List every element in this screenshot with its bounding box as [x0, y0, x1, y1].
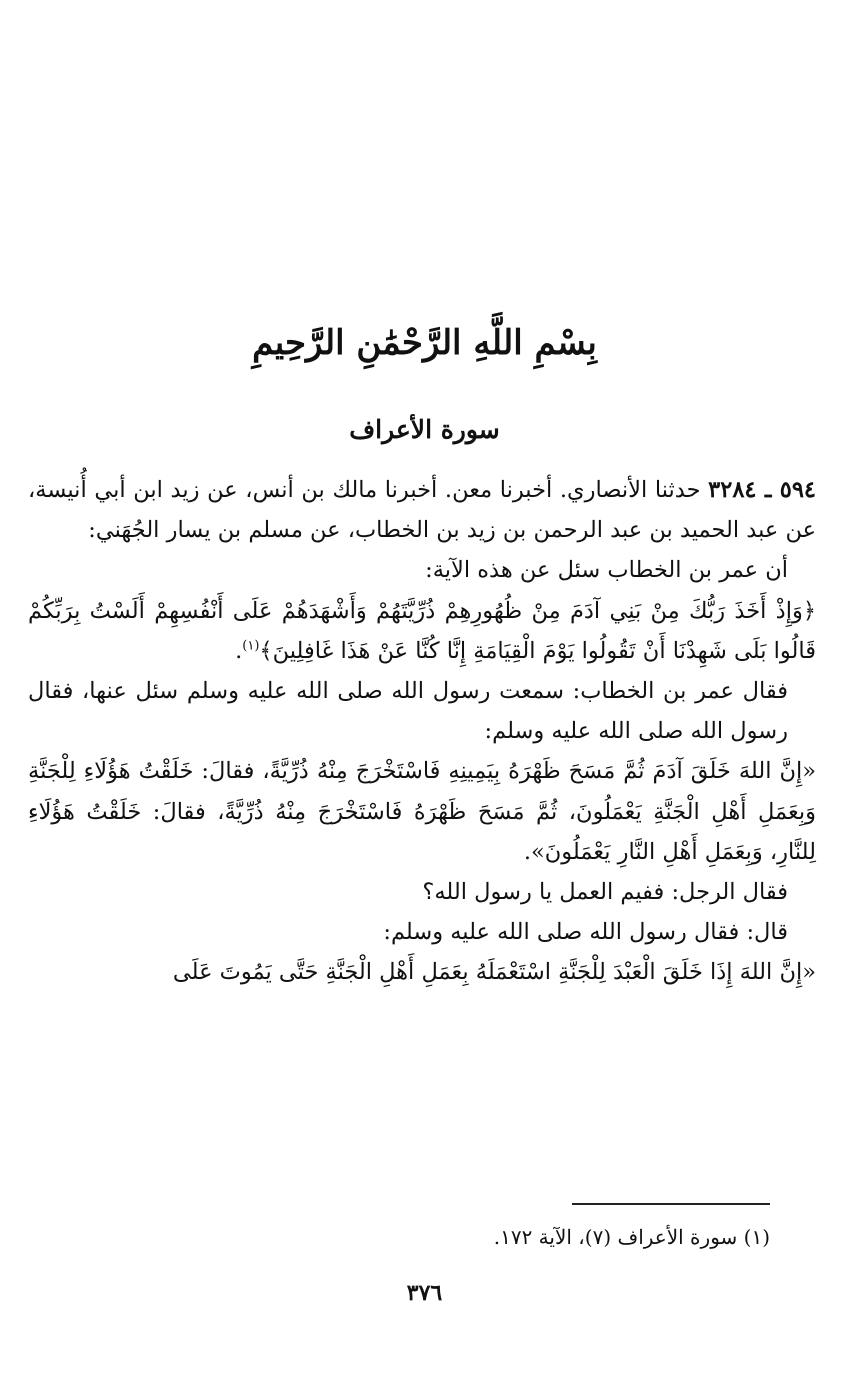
verse-paragraph	[28, 591, 816, 671]
prophet-quote-2: «إِنَّ اللهَ إِذَا خَلَقَ الْعَبْدَ لِلْجَنَّةِ اسْتَعْمَلَهُ بِعَمَلِ أَهْلِ الْجَنَّةِ حَتَّى يَمُوتَ عَلَى	[172, 959, 816, 986]
man-question: فقال الرجل: ففيم العمل يا رسول الله؟	[422, 879, 788, 906]
footnote: (١) سورة الأعراف (٧)، الآية ١٧٢.	[493, 1225, 770, 1249]
surah-title: سورة الأعراف	[349, 415, 500, 444]
hadith-body	[28, 470, 816, 993]
footnote-separator	[572, 1203, 770, 1205]
isnad-paragraph	[28, 470, 816, 550]
page-number: ٣٧٦	[406, 1280, 443, 1306]
footnote-marker: (١)	[242, 638, 260, 654]
hadith-number: ٥٩٤ ـ ٣٢٨٤	[708, 477, 817, 503]
basmala-heading: بِسْمِ اللَّهِ الرَّحْمَٰنِ الرَّحِيمِ	[252, 323, 597, 363]
he-said: قال: فقال رسول الله صلى الله عليه وسلم:	[383, 919, 788, 946]
verse-end: .	[235, 637, 243, 664]
isnad-text: حدثنا الأنصاري. أخبرنا معن. أخبرنا مالك بن أنس، عن زيد ابن أبي أُنيسة، عن عبد الحميد بن عبد الرحمن بن زيد بن الخطاب، عن مسلم بن يسار الجُهَني:	[28, 477, 816, 544]
umar-paragraph: فقال عمر بن الخطاب: سمعت رسول الله صلى الله عليه وسلم سئل عنها، فقال رسول الله صلى الله عليه وسلم:	[28, 678, 788, 745]
prophet-quote-1: «إِنَّ اللهَ خَلَقَ آدَمَ ثُمَّ مَسَحَ ظَهْرَهُ بِيَمِينِهِ فَاسْتَخْرَجَ مِنْهُ ذُرِّيَّةً، فقالَ: خَلَقْتُ هَؤُلَاءِ لِلْجَنَّةِ وَبِعَمَلِ أَهْلِ الْجَنَّةِ يَعْمَلُونَ، ثُمَّ مَسَحَ ظَهْرَهُ فَاسْتَخْرَجَ مِنْهُ ذُرِّيَّةً، فقالَ: خَلَقْتُ هَؤُلَاءِ لِلنَّارِ، وَبِعَمَلِ أَهْلِ النَّارِ يَعْمَلُونَ».	[28, 758, 816, 865]
intro-paragraph: أن عمر بن الخطاب سئل عن هذه الآية:	[425, 557, 788, 584]
quran-verse: ﴿وَإِذْ أَخَذَ رَبُّكَ مِنْ بَنِي آدَمَ مِنْ ظُهُورِهِمْ ذُرِّيَّتَهُمْ وَأَشْهَدَهُمْ عَلَى أَنْفُسِهِمْ أَلَسْتُ بِرَبِّكُمْ قَالُوا بَلَى شَهِدْنَا أَنْ تَقُولُوا يَوْمَ الْقِيَامَةِ إِنَّا كُنَّا عَنْ هَذَا غَافِلِينَ﴾	[28, 597, 816, 664]
